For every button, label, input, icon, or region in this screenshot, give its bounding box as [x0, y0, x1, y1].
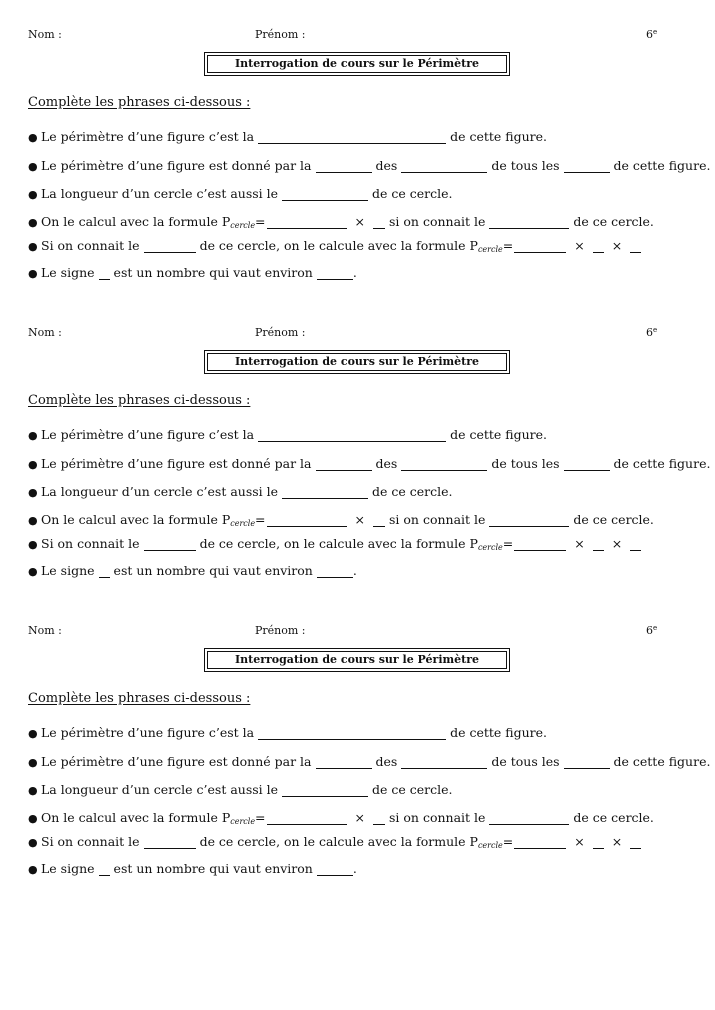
quiz-sheet-3 [0, 596, 715, 893]
bullet-icon: ● [28, 131, 38, 144]
answer-blank[interactable] [630, 537, 641, 551]
answer-blank[interactable] [316, 755, 372, 769]
sentence-1: ● Le périmètre d’une figure c’est la de cette figure. [28, 426, 547, 445]
answer-blank[interactable] [489, 811, 569, 825]
bullet-icon: ● [28, 240, 38, 253]
grade-label: 6e [646, 624, 658, 637]
grade-label: 6e [646, 28, 658, 41]
answer-blank[interactable] [258, 428, 446, 442]
answer-blank[interactable] [373, 811, 385, 825]
answer-blank[interactable] [267, 811, 347, 825]
bullet-icon: ● [28, 538, 38, 551]
answer-blank[interactable] [593, 537, 604, 551]
sentence-5: ● Si on connait le de ce cercle, on le calcule avec la formule $P_{cercle}=$ × × [28, 237, 645, 259]
sentence-3: ● La longueur d’un cercle c’est aussi le de ce cercle. [28, 185, 453, 204]
sentence-4: ● On le calcul avec la formule $P_{cercle}=$ × si on connait le de ce cercle. [28, 214, 654, 230]
prenom-label: Prénom : [255, 326, 306, 339]
sentence-3: ● La longueur d’un cercle c’est aussi le de ce cercle. [28, 781, 453, 800]
answer-blank[interactable] [630, 835, 641, 849]
sentence-1: ● Le périmètre d’une figure c’est la de cette figure. [28, 128, 547, 147]
bullet-icon: ● [28, 216, 38, 229]
answer-blank[interactable] [267, 215, 347, 229]
answer-blank[interactable] [317, 266, 353, 280]
answer-blank[interactable] [514, 239, 566, 253]
bullet-icon: ● [28, 836, 38, 849]
sentence-6: ● Le signe est un nombre qui vaut environ . [28, 562, 357, 581]
quiz-title: Interrogation de cours sur le Périmètre [207, 55, 507, 73]
answer-blank[interactable] [401, 457, 487, 471]
answer-blank[interactable] [593, 835, 604, 849]
answer-blank[interactable] [564, 159, 610, 173]
answer-blank[interactable] [564, 457, 610, 471]
bullet-icon: ● [28, 756, 38, 769]
answer-blank[interactable] [373, 513, 385, 527]
sentence-5: ● Si on connait le de ce cercle, on le calcule avec la formule $P_{cercle}=$ × × [28, 833, 645, 855]
sentence-6: ● Le signe est un nombre qui vaut environ . [28, 264, 357, 283]
bullet-icon: ● [28, 458, 38, 471]
answer-blank[interactable] [316, 159, 372, 173]
bullet-icon: ● [28, 160, 38, 173]
instruction: Complète les phrases ci-dessous : [28, 393, 251, 408]
nom-label: Nom : [28, 326, 62, 339]
bullet-icon: ● [28, 267, 38, 280]
bullet-icon: ● [28, 429, 38, 442]
answer-blank[interactable] [144, 239, 196, 253]
sentence-2: ● Le périmètre d’une figure est donné par la des de tous les de cette figure. [28, 157, 710, 176]
answer-blank[interactable] [316, 457, 372, 471]
answer-blank[interactable] [144, 537, 196, 551]
answer-blank[interactable] [317, 564, 353, 578]
bullet-icon: ● [28, 188, 38, 201]
quiz-sheet-1 [0, 0, 715, 297]
bullet-icon: ● [28, 812, 38, 825]
nom-label: Nom : [28, 28, 62, 41]
prenom-label: Prénom : [255, 624, 306, 637]
sentence-1: ● Le périmètre d’une figure c’est la de cette figure. [28, 724, 547, 743]
answer-blank[interactable] [317, 862, 353, 876]
title-box [204, 350, 510, 374]
answer-blank[interactable] [514, 835, 566, 849]
answer-blank[interactable] [99, 862, 110, 876]
nom-label: Nom : [28, 624, 62, 637]
answer-blank[interactable] [593, 239, 604, 253]
instruction: Complète les phrases ci-dessous : [28, 95, 251, 110]
sentence-2: ● Le périmètre d’une figure est donné par la des de tous les de cette figure. [28, 753, 710, 772]
answer-blank[interactable] [258, 130, 446, 144]
bullet-icon: ● [28, 565, 38, 578]
answer-blank[interactable] [630, 239, 641, 253]
bullet-icon: ● [28, 863, 38, 876]
sentence-5: ● Si on connait le de ce cercle, on le calcule avec la formule $P_{cercle}=$ × × [28, 535, 645, 557]
answer-blank[interactable] [514, 537, 566, 551]
answer-blank[interactable] [258, 726, 446, 740]
sentence-6: ● Le signe est un nombre qui vaut environ . [28, 860, 357, 879]
answer-blank[interactable] [564, 755, 610, 769]
sentence-2: ● Le périmètre d’une figure est donné par la des de tous les de cette figure. [28, 455, 710, 474]
instruction: Complète les phrases ci-dessous : [28, 691, 251, 706]
grade-label: 6e [646, 326, 658, 339]
sentence-4: ● On le calcul avec la formule $P_{cercle}=$ × si on connait le de ce cercle. [28, 512, 654, 528]
title-box [204, 52, 510, 76]
sentence-4: ● On le calcul avec la formule $P_{cercle}=$ × si on connait le de ce cercle. [28, 810, 654, 826]
answer-blank[interactable] [99, 266, 110, 280]
answer-blank[interactable] [99, 564, 110, 578]
sentence-3: ● La longueur d’un cercle c’est aussi le de ce cercle. [28, 483, 453, 502]
title-box [204, 648, 510, 672]
answer-blank[interactable] [267, 513, 347, 527]
answer-blank[interactable] [401, 755, 487, 769]
answer-blank[interactable] [282, 783, 368, 797]
prenom-label: Prénom : [255, 28, 306, 41]
answer-blank[interactable] [144, 835, 196, 849]
bullet-icon: ● [28, 784, 38, 797]
answer-blank[interactable] [489, 513, 569, 527]
answer-blank[interactable] [373, 215, 385, 229]
quiz-sheet-2 [0, 298, 715, 595]
bullet-icon: ● [28, 727, 38, 740]
bullet-icon: ● [28, 514, 38, 527]
quiz-title: Interrogation de cours sur le Périmètre [207, 651, 507, 669]
quiz-title: Interrogation de cours sur le Périmètre [207, 353, 507, 371]
bullet-icon: ● [28, 486, 38, 499]
answer-blank[interactable] [282, 485, 368, 499]
answer-blank[interactable] [282, 187, 368, 201]
answer-blank[interactable] [489, 215, 569, 229]
answer-blank[interactable] [401, 159, 487, 173]
